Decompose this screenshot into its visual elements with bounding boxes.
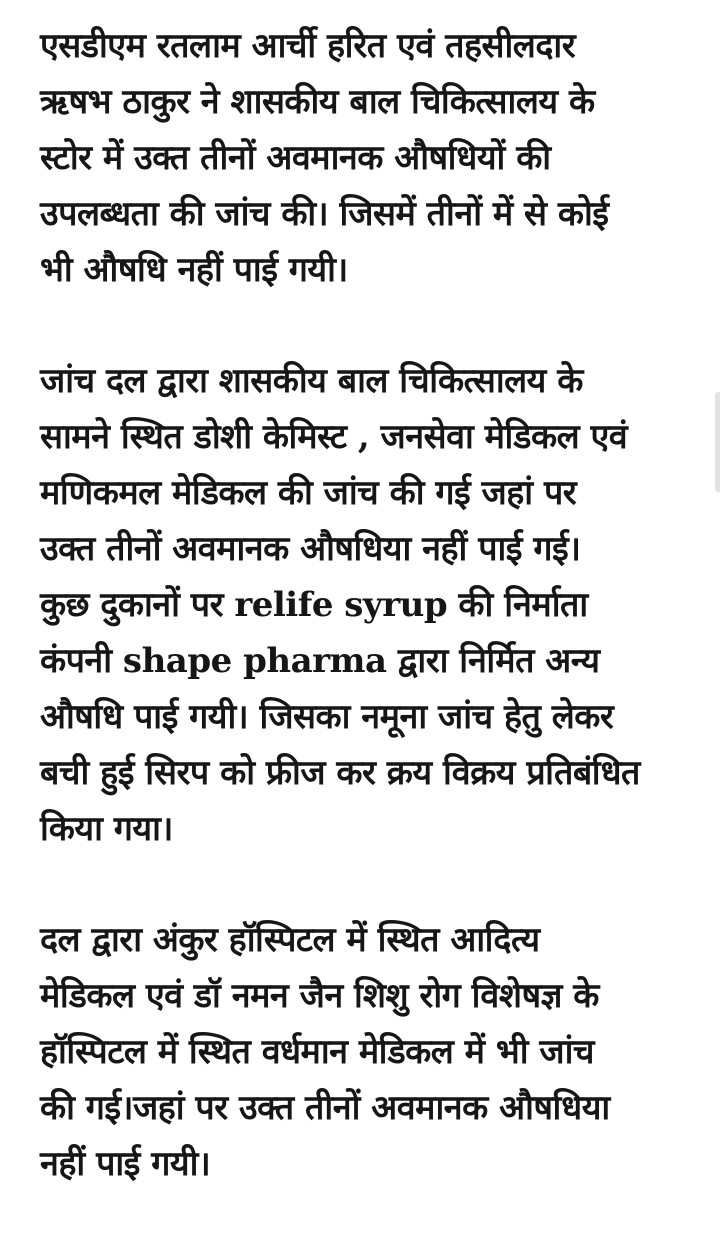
paragraph-2 (40, 353, 708, 857)
text-line: कंपनी shape pharma द्वारा निर्मित अन्य (40, 641, 600, 681)
text-line: स्टोर में उक्त तीनों अवमानक औषधियों की (40, 138, 551, 178)
text-line: सामने स्थित डोशी केमिस्ट , जनसेवा मेडिकल एवं (40, 417, 628, 457)
text-line: दल द्वारा अंकुर हॉस्पिटल में स्थित आदित्य (40, 920, 540, 960)
text-line: कुछ दुकानों पर relife syrup की निर्माता (40, 585, 588, 625)
text-line: हॉस्पिटल में स्थित वर्धमान मेडिकल में भी जांच (40, 1032, 595, 1072)
article-body (40, 18, 708, 1247)
paragraph-3 (40, 912, 708, 1192)
text-line: की गई।जहां पर उक्त तीनों अवमानक औषधिया (40, 1088, 610, 1128)
text-line: ऋषभ ठाकुर ने शासकीय बाल चिकित्सालय के (40, 82, 595, 122)
text-line: मेडिकल एवं डॉ नमन जैन शिशु रोग विशेषज्ञ के (40, 976, 599, 1016)
text-line: जांच दल द्वारा शासकीय बाल चिकित्सालय के (40, 361, 583, 401)
text-line: बची हुई सिरप को फ्रीज कर क्रय विक्रय प्रतिबंधित (40, 753, 640, 793)
text-line: एसडीएम रतलाम आर्ची हरित एवं तहसीलदार (40, 26, 576, 66)
text-line: भी औषधि नहीं पाई गयी। (40, 250, 348, 290)
paragraph-1 (40, 18, 708, 298)
text-line: मणिकमल मेडिकल की जांच की गई जहां पर (40, 473, 577, 513)
text-line: किया गया। (40, 809, 173, 849)
text-line: उक्त तीनों अवमानक औषधिया नहीं पाई गई। (40, 529, 581, 569)
text-line: औषधि पाई गयी। जिसका नमूना जांच हेतु लेकर (40, 697, 614, 737)
scrollbar-thumb[interactable] (715, 392, 720, 492)
text-line: नहीं पाई गयी। (40, 1144, 211, 1184)
text-line: उपलब्धता की जांच की। जिसमें तीनों में से कोई (40, 194, 609, 234)
